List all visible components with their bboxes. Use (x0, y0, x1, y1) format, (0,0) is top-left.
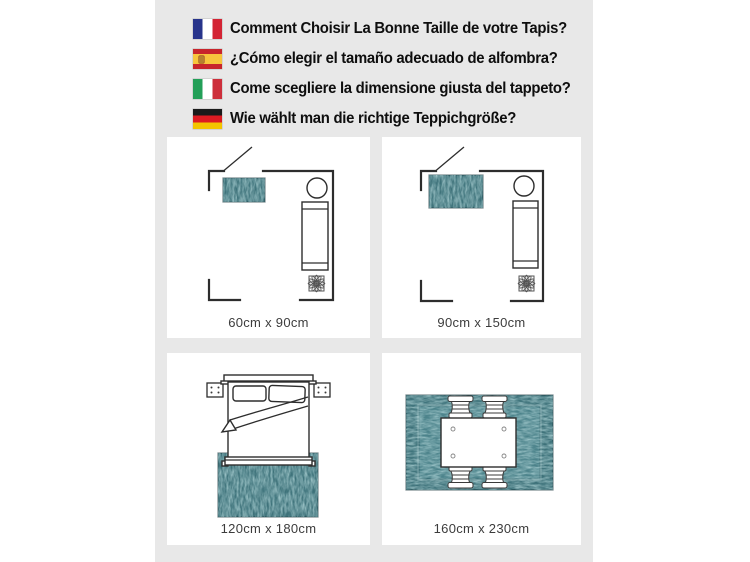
header-text-italian: Come scegliere la dimensione giusta del tappeto? (230, 79, 571, 97)
floor-plan-60x90-diagram (167, 137, 370, 338)
rug-90x150 (429, 175, 483, 208)
header-text-spanish: ¿Cómo elegir el tamaño adecuado de alfombra? (230, 49, 558, 67)
header-row-french (193, 18, 596, 39)
pillow-left (233, 386, 266, 401)
door-swing-line (436, 147, 464, 171)
panel-card-90x150 (382, 137, 581, 338)
france-flag-icon (193, 19, 222, 39)
gray-canvas (155, 0, 593, 562)
side-table (514, 176, 534, 196)
panel-card-120x180 (167, 353, 370, 545)
dining-table (441, 418, 516, 467)
door-swing-line (224, 147, 252, 171)
panel-card-60x90 (167, 137, 370, 338)
sofa (302, 202, 328, 270)
italy-flag-icon (193, 79, 222, 99)
footboard (222, 457, 315, 466)
header-text-french: Comment Choisir La Bonne Taille de votre Tapis? (230, 19, 567, 37)
header-row-german (193, 108, 596, 129)
header-row-italian (193, 78, 596, 99)
sofa (513, 201, 538, 268)
header-text-german: Wie wählt man die richtige Teppichgröße? (230, 109, 517, 127)
spain-flag-icon (193, 49, 222, 69)
side-table (307, 178, 327, 198)
size-label-120x180: 120cm x 180cm (220, 521, 317, 536)
rug-60x90 (223, 178, 265, 202)
nightstand-right (314, 383, 330, 397)
plant-icon (308, 275, 325, 292)
header (193, 18, 596, 138)
size-label-60x90: 60cm x 90cm (228, 315, 309, 330)
header-row-spanish (193, 48, 596, 69)
bed (222, 382, 309, 459)
germany-flag-icon (193, 109, 222, 129)
plant-icon (518, 275, 535, 292)
floor-plan-90x150-diagram (382, 137, 581, 338)
size-label-90x150: 90cm x 150cm (437, 315, 526, 330)
size-label-160x230: 160cm x 230cm (433, 521, 530, 536)
dining-160x230-diagram (382, 353, 581, 545)
nightstand-left (207, 383, 223, 397)
panel-card-160x230 (382, 353, 581, 545)
bedroom-120x180-diagram (167, 353, 370, 545)
